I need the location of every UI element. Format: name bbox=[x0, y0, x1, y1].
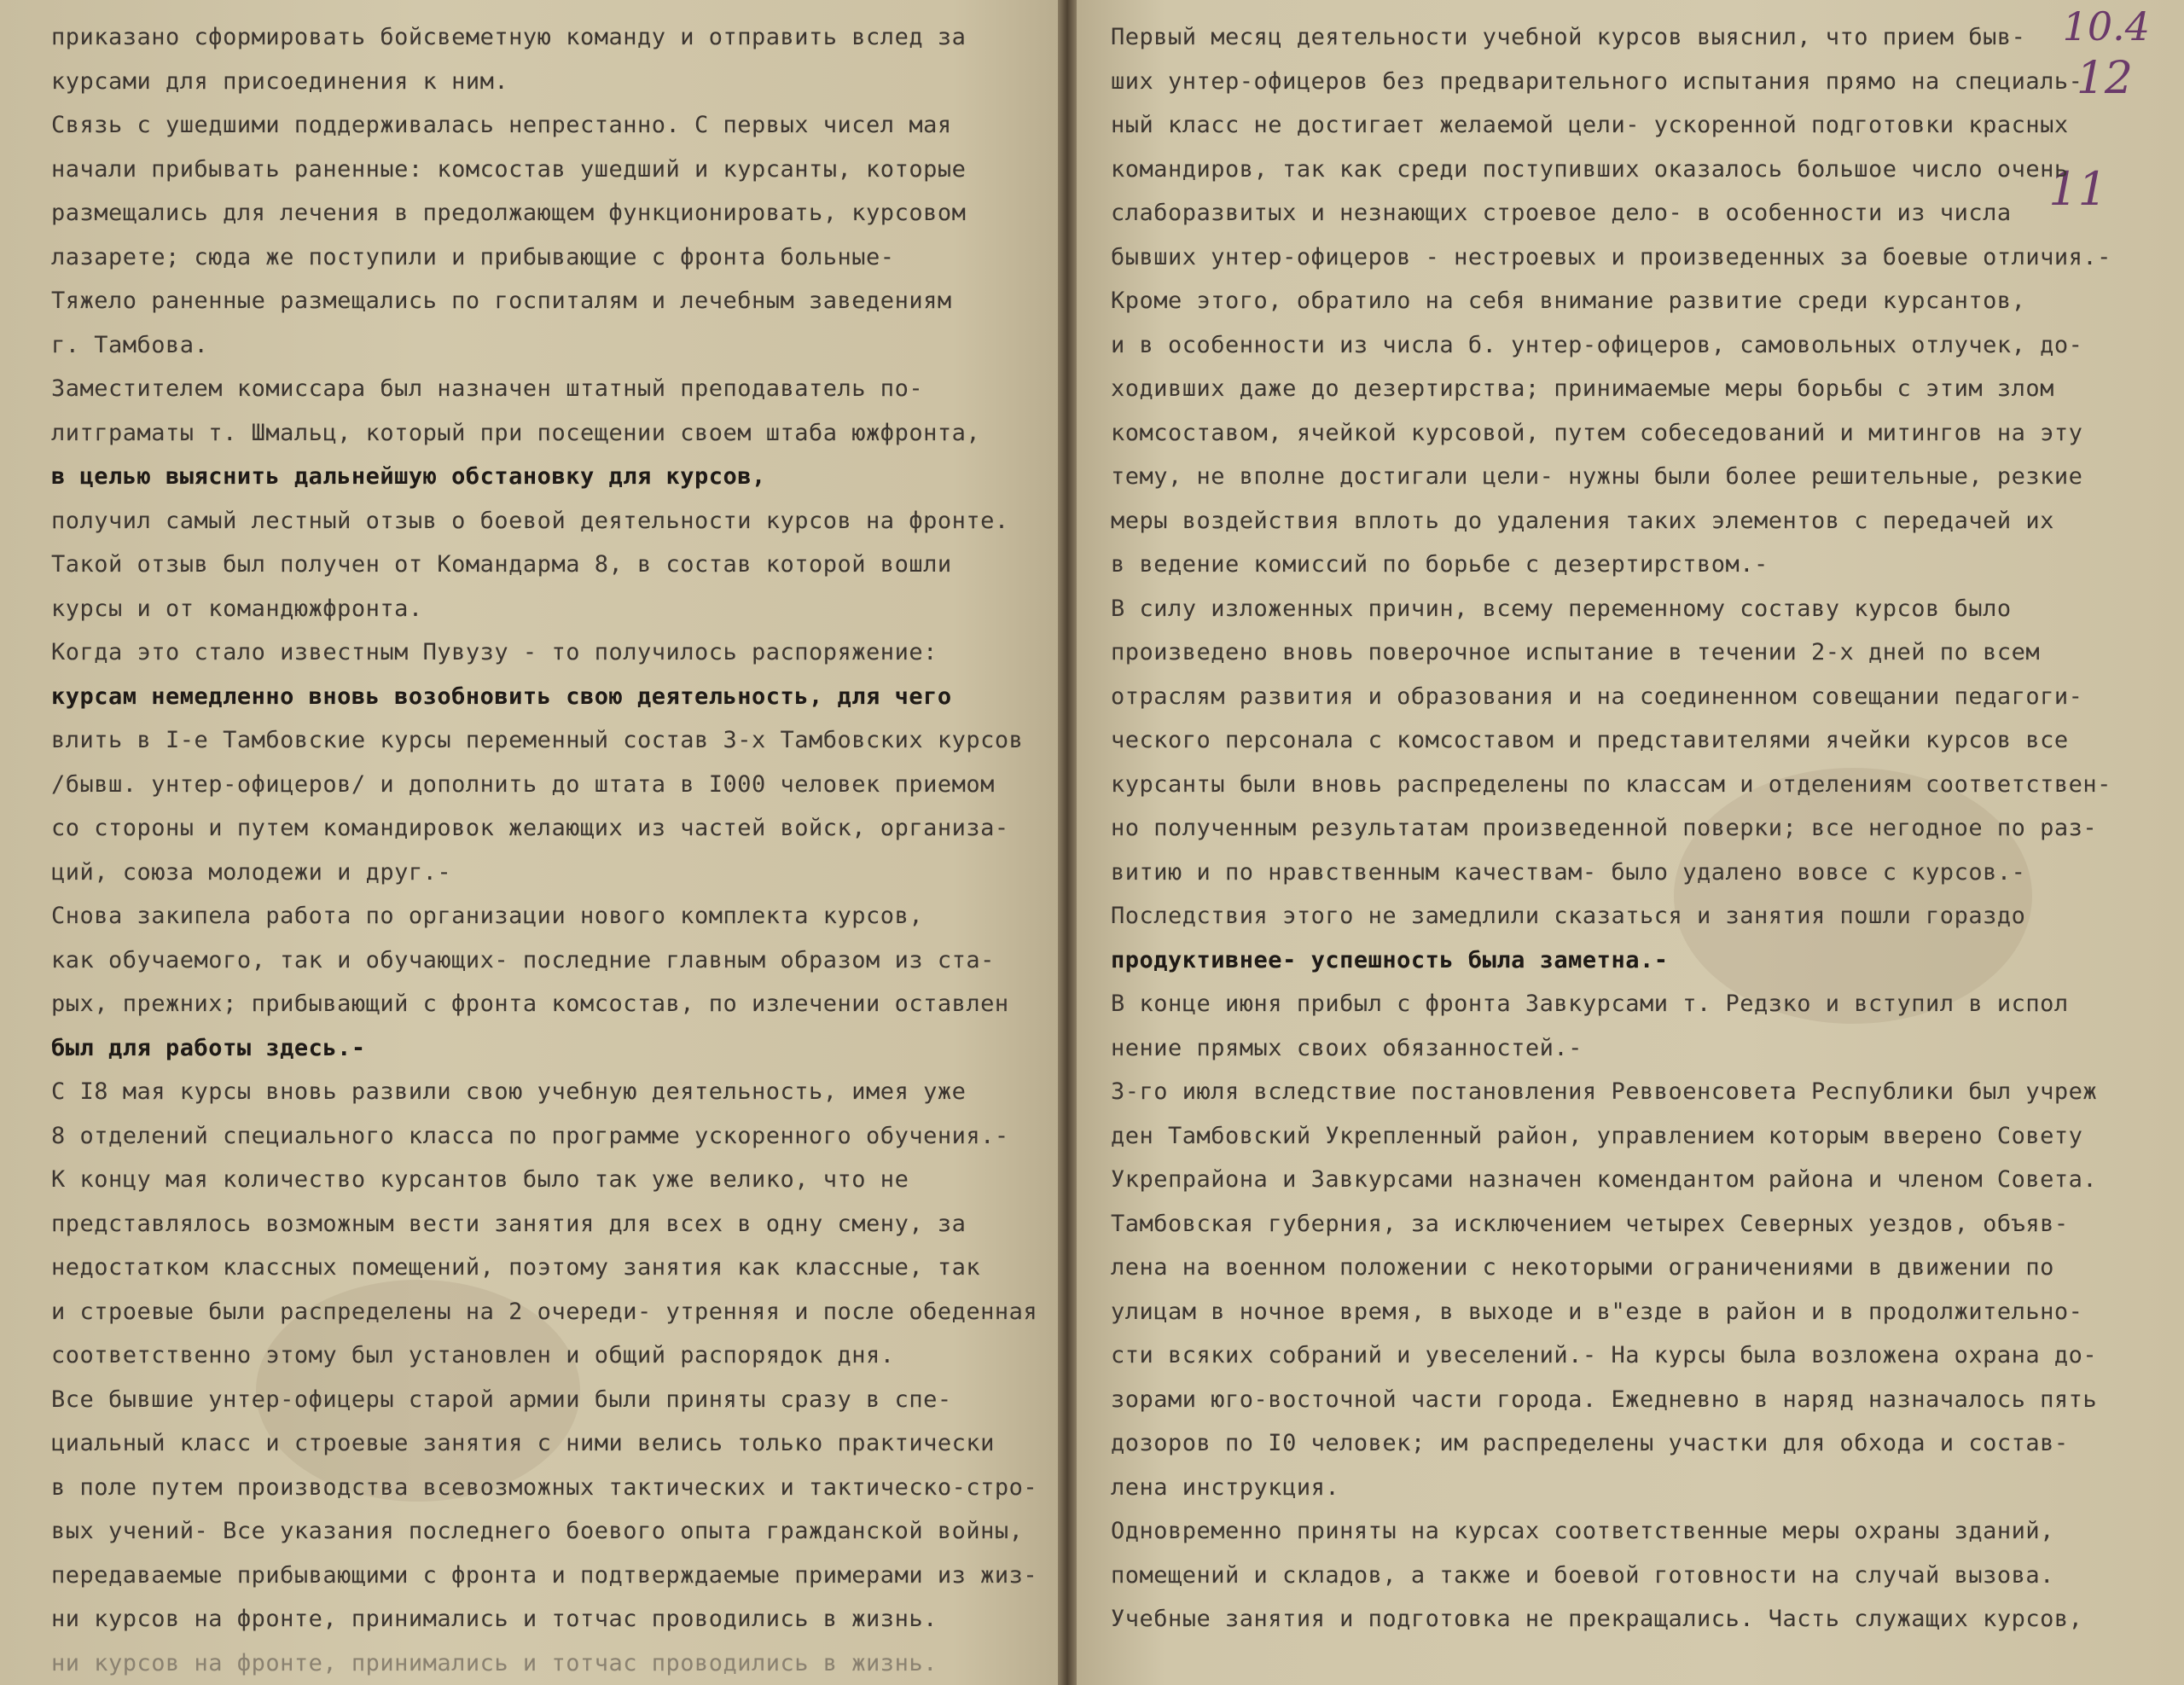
text-line: помещений и складов, а также и боевой готовности на случай вызова. bbox=[1111, 1561, 2054, 1589]
text-line: слаборазвитых и незнающих строевое дело- в особенности из числа bbox=[1111, 200, 2012, 226]
folio-number-low: 11 bbox=[2048, 162, 2107, 216]
text-line: представлялось возможным вести занятия для всех в одну смену, за bbox=[51, 1210, 967, 1237]
text-line: Одновременно приняты на курсах соответственные меры охраны зданий, bbox=[1111, 1518, 2054, 1544]
text-line: командиров, так как среди поступивших оказалось большое число очень bbox=[1111, 155, 2069, 183]
text-line: получил самый лестный отзыв о боевой деятельности курсов на фронте. bbox=[51, 507, 1009, 534]
text-line: улицам в ночное время, в выходе и в"езде в район и в продолжительно- bbox=[1111, 1298, 2083, 1325]
text-line: ших унтер-офицеров без предварительного испытания прямо на специаль- bbox=[1111, 67, 2083, 95]
text-line: ни курсов на фронте, принимались и тотчас проводились в жизнь. bbox=[51, 1649, 938, 1676]
text-line: ческого персонала с комсоставом и представителями ячейки курсов все bbox=[1111, 727, 2069, 753]
text-line: рых, прежних; прибывающий с фронта комсостав, по излечении оставлен bbox=[51, 991, 1009, 1017]
text-line: ходивших даже до дезертирства; принимаемые меры борьбы с этим злом bbox=[1111, 375, 2054, 402]
text-line: К концу мая количество курсантов было так уже велико, что не bbox=[51, 1166, 909, 1193]
text-line: приказано сформировать бойсвеметную команду и отправить вслед за bbox=[51, 24, 967, 50]
text-line: тему, не вполне достигали цели- нужны были более решительные, резкие bbox=[1111, 463, 2083, 490]
text-line: в ведение комиссий по борьбе с дезертирством.- bbox=[1111, 551, 1769, 578]
text-line: как обучаемого, так и обучающих- последние главным образом из ста- bbox=[51, 946, 995, 973]
left-page-text bbox=[51, 15, 1041, 1685]
text-line: недостатком классных помещений, поэтому занятия как классные, так bbox=[51, 1254, 981, 1281]
text-line: курсами для присоединения к ним. bbox=[51, 67, 509, 95]
folio-number-mid: 12 bbox=[2076, 53, 2133, 104]
text-line: циальный класс и строевые занятия с ними велись только практически bbox=[51, 1430, 995, 1456]
text-line: Такой отзыв был получен от Командарма 8, в состав которой вошли bbox=[51, 551, 952, 578]
text-line: лазарете; сюда же поступили и прибывающие с фронта больные- bbox=[51, 243, 895, 270]
folio-number-top: 10.4 bbox=[2062, 3, 2150, 49]
text-line: Снова закипела работа по организации нового комплекта курсов, bbox=[51, 903, 924, 929]
text-line: Заместителем комиссара был назначен штатный преподаватель по- bbox=[51, 375, 924, 402]
text-line: Первый месяц деятельности учебной курсов выяснил, что прием быв- bbox=[1111, 24, 2026, 50]
text-line: Тяжело раненные размещались по госпиталям и лечебным заведениям bbox=[51, 288, 952, 314]
text-line: ден Тамбовский Укрепленный район, управлением которым вверено Совету bbox=[1111, 1122, 2083, 1149]
text-line: влить в I-е Тамбовские курсы переменный состав 3-х Тамбовских курсов bbox=[51, 727, 1024, 753]
text-line: ций, союза молодежи и друг.- bbox=[51, 858, 452, 886]
text-line: был для работы здесь.- bbox=[51, 1034, 366, 1061]
text-line: в поле путем производства всевозможных тактических и тактическо-стро- bbox=[51, 1473, 1038, 1501]
text-line: отраслям развития и образования и на соединенном совещании педагоги- bbox=[1111, 683, 2083, 710]
text-line: нение прямых своих обязанностей.- bbox=[1111, 1034, 1583, 1061]
text-line: ный класс не достигает желаемой цели- ускоренной подготовки красных bbox=[1111, 112, 2069, 138]
text-line: витию и по нравственным качествам- было удалено вовсе с курсов.- bbox=[1111, 858, 2026, 886]
text-line: Тамбовская губерния, за исключением четырех Северных уездов, объяв- bbox=[1111, 1210, 2069, 1237]
text-line: со стороны и путем командировок желающих из частей войск, организа- bbox=[51, 815, 1009, 841]
text-line: Последствия этого не замедлили сказаться и занятия пошли гораздо bbox=[1111, 903, 2026, 929]
text-line: г. Тамбова. bbox=[51, 331, 209, 358]
text-line: Учебные занятия и подготовка не прекращались. Часть служащих курсов, bbox=[1111, 1606, 2083, 1632]
text-line: но полученным результатам произведенной поверки; все негодное по раз- bbox=[1111, 815, 2098, 841]
text-line: сти всяких собраний и увеселений.- На курсы была возложена охрана до- bbox=[1111, 1342, 2098, 1368]
text-line: комсоставом, ячейкой курсовой, путем собеседований и митингов на эту bbox=[1111, 419, 2083, 446]
text-line: и строевые были распределены на 2 очереди- утренняя и после обеденная bbox=[51, 1298, 1038, 1325]
text-line: соответственно этому был установлен и общий распорядок дня. bbox=[51, 1342, 895, 1368]
text-line: ни курсов на фронте, принимались и тотчас проводились в жизнь. bbox=[51, 1606, 938, 1632]
book-gutter bbox=[1058, 0, 1077, 1685]
text-line: в целью выяснить дальнейшую обстановку для курсов, bbox=[51, 463, 766, 490]
text-line: литграматы т. Шмальц, который при посещении своем штаба южфронта, bbox=[51, 419, 981, 446]
text-line: лена на военном положении с некоторыми ограничениями в движении по bbox=[1111, 1254, 2054, 1281]
text-line: курсанты были вновь распределены по классам и отделениям соответствен- bbox=[1111, 770, 2111, 798]
text-line: С I8 мая курсы вновь развили свою учебную деятельность, имея уже bbox=[51, 1078, 967, 1105]
text-line: Укрепрайона и Завкурсами назначен комендантом района и членом Совета. bbox=[1111, 1166, 2098, 1193]
right-page-text bbox=[1111, 15, 2169, 1641]
text-line: Связь с ушедшими поддерживалась непрестанно. С первых чисел мая bbox=[51, 112, 952, 138]
text-line: Все бывшие унтер-офицеры старой армии были приняты сразу в спе- bbox=[51, 1386, 952, 1413]
text-line: вых учений- Все указания последнего боевого опыта гражданской войны, bbox=[51, 1518, 1024, 1544]
text-line: размещались для лечения в предолжающем функционировать, курсовом bbox=[51, 200, 967, 226]
right-page bbox=[1077, 0, 2184, 1685]
text-line: зорами юго-восточной части города. Ежедневно в наряд назначалось пять bbox=[1111, 1386, 2098, 1413]
text-line: /бывш. унтер-офицеров/ и дополнить до штата в I000 человек приемом bbox=[51, 770, 995, 798]
text-line: передаваемые прибывающими с фронта и подтверждаемые примерами из жиз- bbox=[51, 1561, 1038, 1589]
text-line: бывших унтер-офицеров - нестроевых и произведенных за боевые отличия.- bbox=[1111, 243, 2111, 270]
text-line: начали прибывать раненные: комсостав ушедший и курсанты, которые bbox=[51, 155, 967, 183]
text-line: 3-го июля вследствие постановления Реввоенсовета Республики был учреж bbox=[1111, 1078, 2098, 1105]
text-line: лена инструкция. bbox=[1111, 1473, 1340, 1501]
text-line: курсам немедленно вновь возобновить свою деятельность, для чего bbox=[51, 683, 952, 710]
text-line: меры воздействия вплоть до удаления таких элементов с передачей их bbox=[1111, 507, 2054, 534]
text-line: В конце июня прибыл с фронта Завкурсами т. Редзко и вступил в испол bbox=[1111, 991, 2069, 1017]
text-line: продуктивнее- успешность была заметна.- bbox=[1111, 946, 1669, 973]
text-line: дозоров по I0 человек; им распределены участки для обхода и состав- bbox=[1111, 1430, 2069, 1456]
left-page bbox=[0, 0, 1058, 1685]
text-line: произведено вновь поверочное испытание в течении 2-х дней по всем bbox=[1111, 639, 2041, 665]
text-line: 8 отделений специального класса по программе ускоренного обучения.- bbox=[51, 1122, 1009, 1149]
text-line: Кроме этого, обратило на себя внимание развитие среди курсантов, bbox=[1111, 288, 2026, 314]
text-line: В силу изложенных причин, всему переменному составу курсов было bbox=[1111, 595, 2012, 622]
text-line: курсы и от командюжфронта. bbox=[51, 595, 423, 622]
text-line: Когда это стало известным Пувузу - то получилось распоряжение: bbox=[51, 639, 938, 665]
text-line: и в особенности из числа б. унтер-офицеров, самовольных отлучек, до- bbox=[1111, 331, 2083, 358]
